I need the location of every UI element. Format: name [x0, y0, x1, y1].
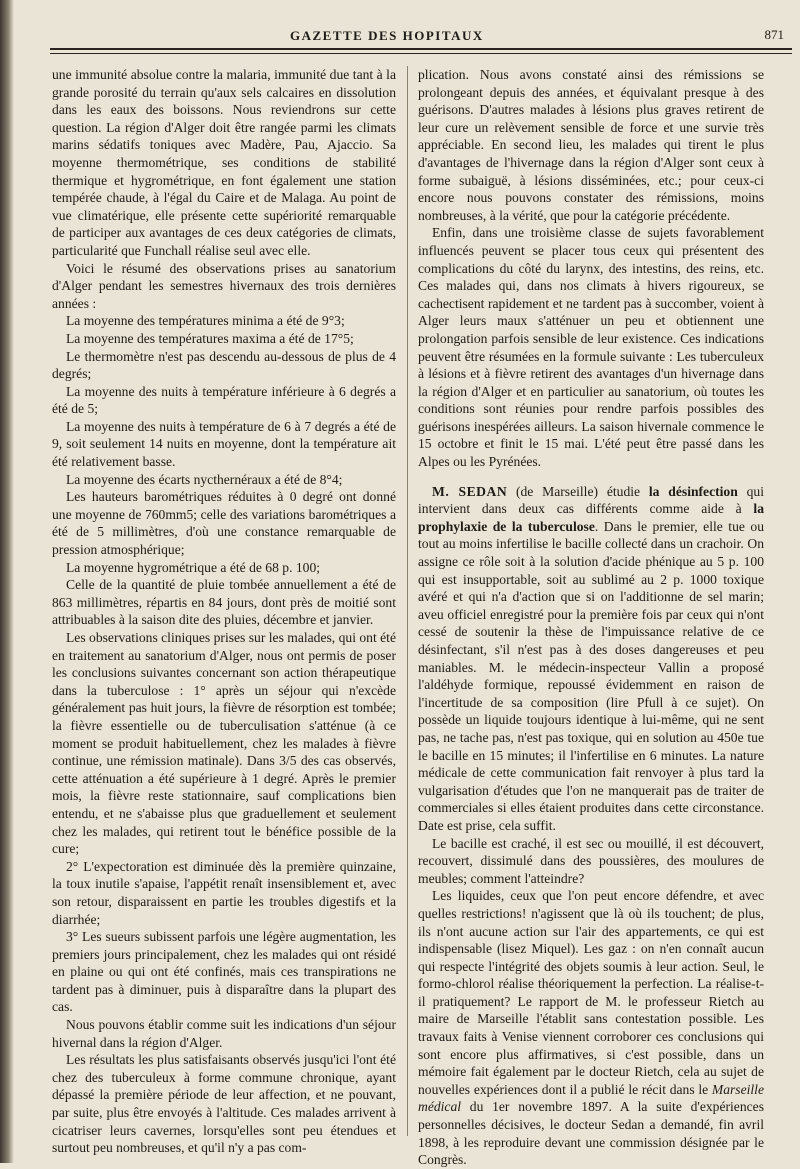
- sedan-paragraph: [418, 483, 764, 835]
- paragraph: La moyenne des nuits à température inférieure à 6 degrés a été de 5;: [52, 383, 396, 417]
- paragraph: Les résultats les plus satisfaisants observés jusqu'ici l'ont été chez des tuberculeux à forme commune chronique, ayant dépassé la première période de leur affection, et ne pouvant, par suite, plus être envoyés à l'altitude. Ces malades arrivent à cicatriser leurs cavernes, lorsqu'elles sont peu étendues et surtout peu nombreuses, et qu'il n'y a pas com-: [52, 1052, 396, 1156]
- paragraph: La moyenne des écarts nycthernéraux a été de 8°4;: [66, 471, 343, 487]
- paragraph: une immunité absolue contre la malaria, immunité due tant à la grande porosité du terrain qu'aux sels calcaires en dissolution dans les eaux des boissons. Nous reviendrons sur cette question. La région d'Alger doit être rangée parmi les climats marins sédatifs toniques avec Madère, Pau, Ajaccio. Sa moyenne thermométrique, ses conditions de stabilité thermique et hygrométrique, en font également une station tempérée chaude, à l'égal du Caire et de Malaga. Au point de vue climatérique, elle présente cette supériorité remarquable de participer aux avantages de ces deux catégories de climats, particularité que Funchall réalise seul avec elle.: [52, 67, 396, 258]
- paragraph: Celle de la quantité de pluie tombée annuellement a été de 863 millimètres, répartis en 84 jours, dont près de moitié sont attribuables à la saison dite des pluies, décembre et janvier.: [52, 577, 396, 628]
- journal-citation: Marseille médical: [418, 1081, 764, 1115]
- text-run: du 1er novembre 1897. A la suite d'expériences personnelles décisives, le docteur Sedan a demandé, fin avril 1898, à les reproduire devant une commission désignée par le Congrès.: [418, 1099, 764, 1168]
- journal-page: [22, 0, 794, 1168]
- paragraph: 2° L'expectoration est diminuée dès la première quinzaine, la toux inutile s'apaise, l'appétit renaît insensiblement et, avec son retour, disparaissent en partie les troubles digestifs et la diarrhée;: [52, 858, 396, 927]
- paragraph: Les observations cliniques prises sur les malades, qui ont été en traitement au sanatorium d'Alger, nous ont permis de poser les conclusions suivantes concernant son action thérapeutique dans la tuberculose : 1° après un séjour qui n'excède généralement pas huit jours, la fièvre de résorption est tombée; la fièvre essentielle ou de tuberculisation s'atténue (à ce moment se produit habituellement, chez les malades à fièvre continue, une rémission matinale). Dans 3/5 des cas observés, cette atténuation a été supérieure à 1 degré. Après le premier mois, la fièvre reste stationnaire, sauf complications bien entendu, et ne s'abaisse plus que graduellement et seulement chez les malades, qui retirent tout le bénéfice possible de la cure;: [52, 630, 396, 857]
- text-run: . Dans le premier, elle tue ou tout au moins infertilise le bacille collecté dans un crachoir. On assigne ce rôle soit à la solution d'acide phénique au 5 p. 100 qui est insupportable, soit au sublimé au 2 p. 1000 toxique avéré et qui n'a d'action que si on l'additionne de sel marin; aveu officiel enregistré pour la première fois par ceux qui n'ont cessé de soutenir la thèse de l'impuissance relative de ce désinfectant, s'il n'est pas à des doses dangereuses et peu maniables. M. le médecin-inspecteur Vallin a proposé l'aldéhyde formique, repoussé évidemment en raison de l'incertitude de sa composition (lire Pfull à ce sujet). On possède un liquide toujours identique à lui-même, qui ne sent pas, ne tache pas, n'est pas toxique, qui en solution au 450e tue le bacille en 15 minutes; il l'infertilise en 6 minutes. La nature médicale de cette communication fait renvoyer à plus tard la vulgarisation d'études que l'on ne manquerait pas de traiter de commerciales si elles étaient produites dans cette circonstance. Date est prise, cela suffit.: [418, 518, 764, 833]
- running-header: [22, 26, 794, 46]
- paragraph: Le bacille est craché, il est sec ou mouillé, il est découvert, recouvert, dissimulé dans des poussières, des moulures de meubles; comment l'atteindre?: [418, 835, 764, 886]
- author-name: M. SEDAN: [432, 483, 508, 499]
- right-column: [418, 66, 764, 1168]
- column-divider: [407, 66, 408, 1136]
- paragraph: Nous pouvons établir comme suit les indications d'un séjour hivernal dans la région d'Alger.: [52, 1017, 396, 1050]
- text-run: (de Marseille) étudie: [507, 483, 649, 499]
- paragraph: 3° Les sueurs subissent parfois une légère augmentation, les premiers jours principalement, chez les malades qui ont résidé en plaine ou qui ont été confinés, mais ces transpirations ne tardent pas à diminuer, puis à disparaître dans la plupart des cas.: [52, 929, 396, 1015]
- text-run: qui intervient dans deux cas différents comme aide à: [418, 483, 764, 517]
- header-rule-thin: [50, 53, 792, 54]
- paragraph: Enfin, dans une troisième classe de sujets favorablement influencés peuvent se placer tous ceux qui présentent des complications du côté du larynx, des intestins, des reins, etc. Ces malades qui, dans nos climats à hivers rigoureux, se cachectisent rapidement et ne tardent pas à succomber, voient à Alger leurs maux s'atténuer un peu et obtiennent une prolongation parfois sensible de leur existence. Ces indications peuvent être résumées en la formule suivante : Les tuberculeux à lésions et à fièvre retirent des avantages d'un hivernage dans la région d'Alger et en particulier au sanatorium, où toutes les conditions sont réunies pour rendre parfois possibles des guérisons inespérées ailleurs. La saison hivernale commence le 15 octobre et finit le 15 mai. L'été peut être passé dans les Alpes ou les Pyrénées.: [418, 225, 764, 470]
- paragraph: Le thermomètre n'est pas descendu au-dessous de plus de 4 degrés;: [52, 348, 396, 382]
- page-number: 871: [764, 27, 784, 42]
- paragraph: La moyenne des nuits à température de 6 à 7 degrés a été de 9, soit seulement 14 nuits en moyenne, dont la température ait été relativement basse.: [52, 418, 396, 470]
- page-binding-shadow: [0, 0, 14, 1163]
- left-column: [52, 66, 396, 1156]
- journal-title: GAZETTE DES HOPITAUX: [290, 28, 484, 43]
- paragraph: La moyenne des températures minima a été de 9°3;: [66, 313, 345, 329]
- paragraph: Les hauteurs barométriques réduites à 0 degré ont donné une moyenne de 760mm5; celle des variations barométriques a été de 5 millimètres, d'où une constance remarquable de pression atmosphérique;: [52, 489, 396, 558]
- header-rule-thick: [50, 48, 792, 50]
- paragraph: La moyenne des températures maxima a été de 17°5;: [66, 330, 354, 346]
- topic-highlight: la désinfection: [648, 483, 738, 499]
- text-run: Les liquides, ceux que l'on peut encore défendre, et avec quelles restrictions! n'agissent que là où ils touchent; de plus, ils n'ont aucune action sur l'air des appartements, ce qui est indispensable (lisez Miquel). Les gaz : on n'en connaît aucun qui respecte l'intégrité des objets soumis à leur action. Seul, le formo-chlorol réalise théoriquement la perfection. La réalise-t-il pratiquement? Le rapport de M. le professeur Rietch au maire de Marseille l'établit sans contestation possible. Les travaux faits à Venise viennent corroborer ces conclusions qui sont encore plus affirmatives, si c'est possible, dans un mémoire fait également par le docteur Rietch, cela au sujet de nouvelles expériences dont il a publié le récit dans le: [418, 888, 764, 1097]
- topic-highlight: la prophylaxie de la tuberculose: [418, 501, 764, 534]
- paragraph: La moyenne hygrométrique a été de 68 p. 100;: [66, 559, 321, 575]
- paragraph: [418, 887, 764, 1169]
- paragraph: plication. Nous avons constaté ainsi des rémissions se prolongeant depuis des années, et équivalant presque à des guérisons. D'autres malades à lésions plus graves retirent de leur cure un relèvement sensible de force et une survie très appréciable. En second lieu, les malades qui tirent le plus d'avantages de l'hivernage dans la région d'Alger sont ceux à forme subaiguë, à lésions disséminées, etc.; pour ceux-ci encore nous pouvons constater des rémissions, moins nombreuses, à la vérité, que pour la catégorie précédente.: [418, 67, 764, 223]
- paragraph: Voici le résumé des observations prises au sanatorium d'Alger pendant les semestres hivernaux des trois dernières années :: [52, 260, 396, 311]
